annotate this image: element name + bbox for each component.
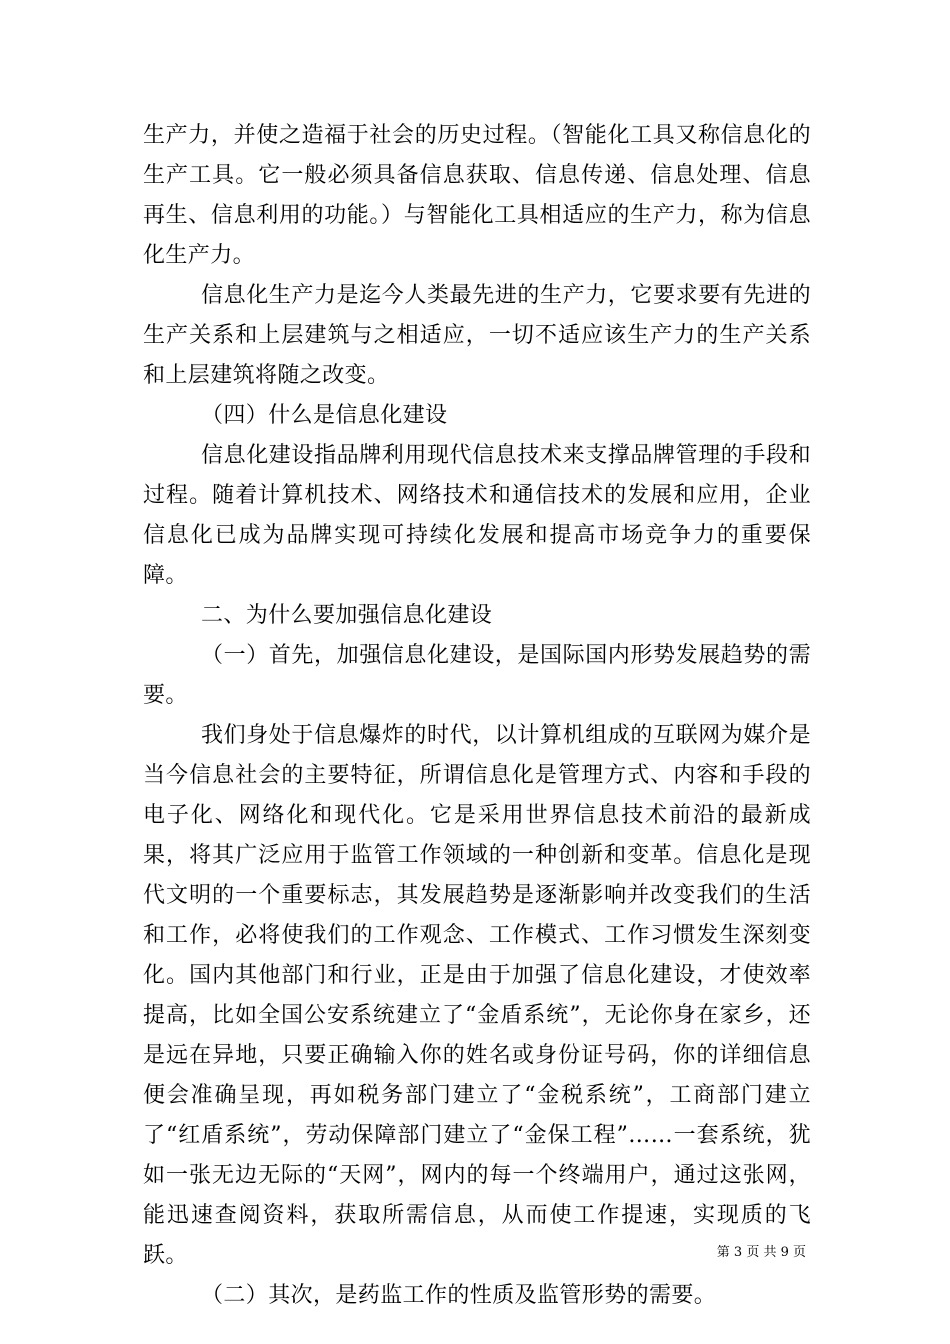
- paragraph-productivity: 信息化生产力是迄今人类最先进的生产力，它要求要有先进的生产关系和上层建筑与之相适应，一切不适应该生产力的生产关系和上层建筑将随之改变。: [143, 283, 811, 388]
- section-heading-4: （四）什么是信息化建设: [201, 403, 448, 428]
- page-number: 第 3 页 共 9 页: [716, 1245, 806, 1260]
- section-heading-1: （一）首先，加强信息化建设，是国际国内形势发展趋势的需要。: [143, 643, 811, 708]
- paragraph-continuation: 生产力，并使之造福于社会的历史过程。（智能化工具又称信息化的生产工具。它一般必须具备信息获取、信息传递、信息处理、信息再生、信息利用的功能。）与智能化工具相适应的生产力，称为信息化生产力。: [143, 123, 811, 268]
- paragraph-information-age: 我们身处于信息爆炸的时代，以计算机组成的互联网为媒介是当今信息社会的主要特征，所谓信息化是管理方式、内容和手段的电子化、网络化和现代化。它是采用世界信息技术前沿的最新成果，将其广泛应用于监管工作领域的一种创新和变革。信息化是现代文明的一个重要标志，其发展趋势是逐渐影响并改变我们的生活和工作，必将使我们的工作观念、工作模式、工作习惯发生深刻变化。国内其他部门和行业，正是由于加强了信息化建设，才使效率提高，比如全国公安系统建立了“金盾系统”，无论你身在家乡，还是远在异地，只要正确输入你的姓名或身份证号码，你的详细信息便会准确呈现，再如税务部门建立了“金税系统”，工商部门建立了“红盾系统”，劳动保障部门建立了“金保工程”……一套系统，犹如一张无边无际的“天网”，网内的每一个终端用户，通过这张网，能迅速查阅资料，获取所需信息，从而使工作提速，实现质的飞跃。: [143, 723, 811, 1268]
- paragraph-definition: 信息化建设指品牌利用现代信息技术来支撑品牌管理的手段和过程。随着计算机技术、网络技术和通信技术的发展和应用，企业信息化已成为品牌实现可持续化发展和提高市场竞争力的重要保障。: [143, 443, 811, 588]
- chapter-heading-2: 二、为什么要加强信息化建设: [201, 603, 493, 628]
- section-heading-2: （二）其次，是药监工作的性质及监管形势的需要。: [201, 1283, 717, 1308]
- document-body: [143, 116, 811, 1316]
